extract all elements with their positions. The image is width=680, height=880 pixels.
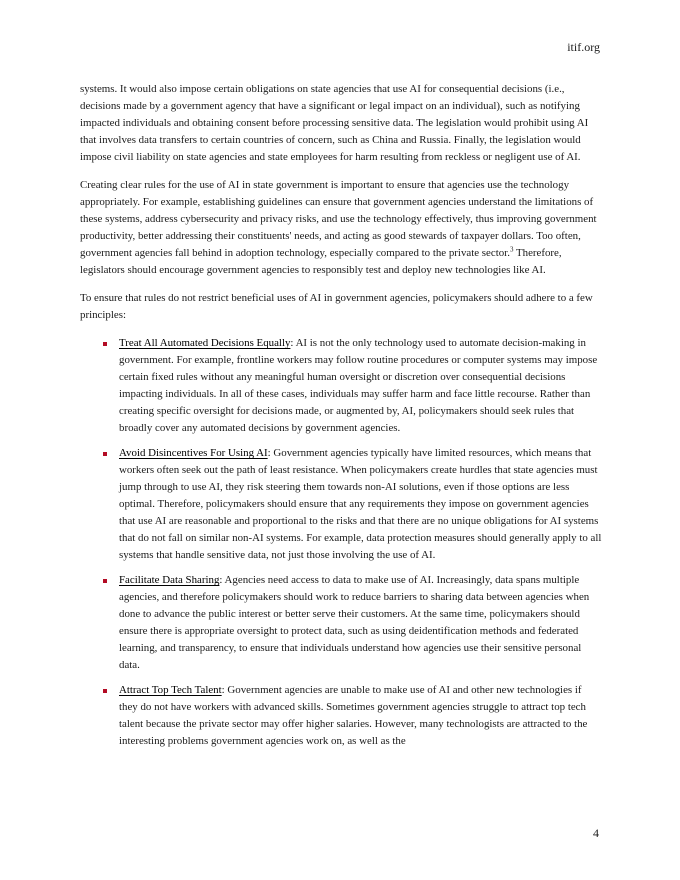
bullet-text: : AI is not the only technology used to automate decision-making in government. For example, frontline workers may follow routine procedures or computer systems may impose certain fixed rules without any meaningful human oversight or discretion over consequential decisions impacting individuals. In all of these cases, individuals may suffer harm and face little recourse. Rather than creating specific oversight for decisions made, or augmented by, AI, policymakers should seek rules that broadly cover any automated decisions by government agencies. [119,337,598,434]
paragraph-2 [80,177,602,279]
list-item [80,335,602,437]
list-item [80,445,602,564]
paragraph-2-text-continued: Therefore, legislators should encourage government agencies to responsibly test and deploy new technologies like AI. [80,247,562,276]
page-number: 4 [593,826,599,840]
list-item [80,682,602,750]
paragraph-1: systems. It would also impose certain obligations on state agencies that use AI for consequential decisions (i.e., decisions made by a government agency that have a significant or legal impact on an individual), such as notifying impacted individuals and obtaining consent before processing sensitive data. The legislation would prohibit using AI that involves data transfers to certain countries of concern, such as China and Russia. Finally, the legislation would impose civil liability on state agencies and state employees for harm resulting from reckless or negligent use of AI. [80,83,589,163]
header-site-url: itif.org [567,40,600,54]
bullet-title: Avoid Disincentives For Using AI [119,447,268,459]
square-bullet-icon [103,689,107,693]
footnote-reference: 3 [509,245,514,254]
body-text [80,81,602,758]
bullet-text: : Government agencies are unable to make use of AI and other new technologies if they do not have workers with advanced skills. Sometimes government agencies struggle to attract top tech talent because the private sector may offer higher salaries. However, many technologists are attracted to the interesting problems government agencies work on, as well as the [119,684,588,747]
bullet-title: Facilitate Data Sharing [119,574,220,586]
bullet-text: : Agencies need access to data to make use of AI. Increasingly, data spans multiple agencies, and therefore policymakers should work to reduce barriers to sharing data between agencies when done to advance the public interest or better serve their customers. At the same time, policymakers should ensure there is appropriate oversight to protect data, such as using deidentification methods and federated learning, and transparency, to ensure that individuals understand how agencies use their sensitive personal data. [119,574,590,671]
principles-list [80,335,602,750]
paragraph-3: To ensure that rules do not restrict beneficial uses of AI in government agencies, policymakers should adhere to a few principles: [80,292,593,321]
list-item [80,572,602,674]
paragraph-2-text: Creating clear rules for the use of AI in state government is important to ensure that agencies use the technology appropriately. For example, establishing guidelines can ensure that government agencies understand the limitations of these systems, address cybersecurity and privacy risks, and use the technology effectively, thus improving government productivity, better addressing their constituents' needs, and acting as good stewards of taxpayer dollars. Too often, government agencies fall behind in adoption technology, especially compared to the private sector. [80,179,597,259]
square-bullet-icon [103,452,107,456]
square-bullet-icon [103,342,107,346]
bullet-title: Attract Top Tech Talent [119,684,222,696]
bullet-title: Treat All Automated Decisions Equally [119,337,291,349]
square-bullet-icon [103,579,107,583]
bullet-text: : Government agencies typically have limited resources, which means that workers often seek out the path of least resistance. When policymakers create hurdles that state agencies must jump through to use AI, they risk steering them towards non-AI solutions, even if those options are less optimal. Therefore, policymakers should ensure that any requirements they impose on government agencies that use AI are reasonable and proportional to the risks and that there are no unique obligations for AI systems that do not fall on similar non-AI systems. For example, data protection measures should generally apply to all systems that handle sensitive data, not just those involving the use of AI. [119,447,602,561]
